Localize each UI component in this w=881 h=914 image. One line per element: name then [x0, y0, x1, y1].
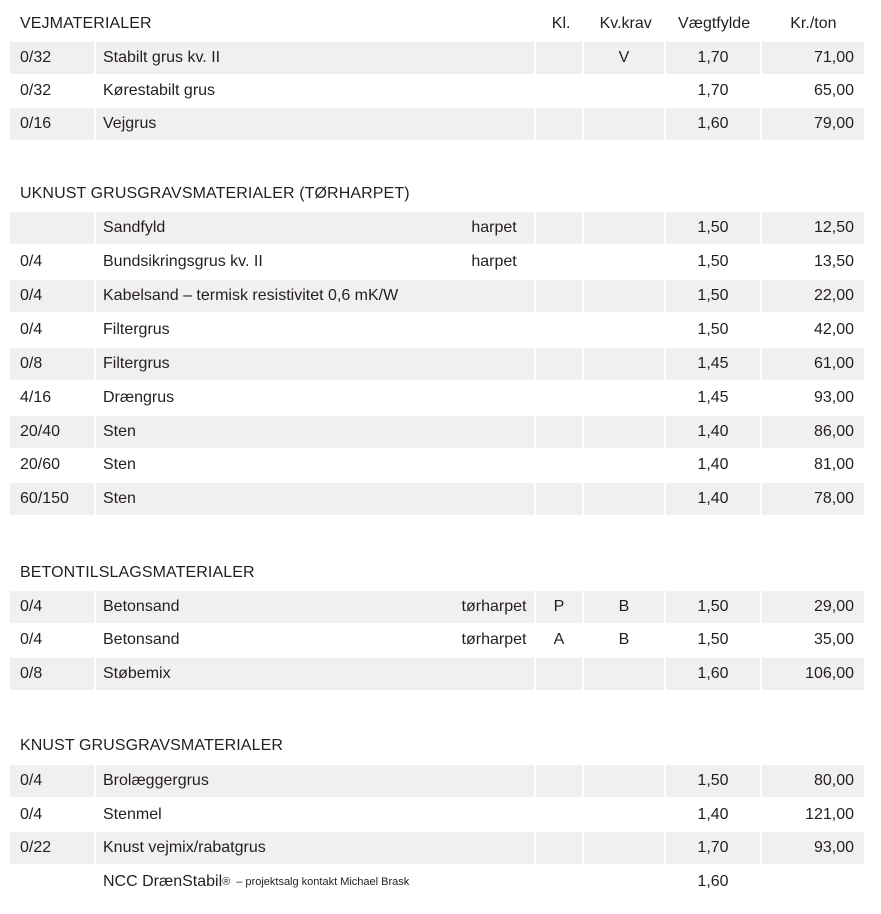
processing [454, 658, 536, 690]
grain-size: 20/40 [10, 416, 96, 448]
class [536, 416, 584, 448]
material-name: Brolæggergrus [96, 765, 454, 797]
class [536, 42, 584, 74]
price: 65,00 [813, 82, 854, 99]
table-row [10, 348, 864, 380]
sales-note: – projektsalg kontakt Michael Brask [236, 876, 410, 888]
grain-size: 0/8 [10, 658, 96, 690]
grain-size: 0/22 [10, 832, 96, 864]
quality-requirement: V [584, 42, 666, 74]
section-title: UKNUST GRUSGRAVSMATERIALER (TØRHARPET) [20, 185, 410, 202]
class [536, 348, 584, 380]
price: 106,00 [762, 658, 864, 690]
quality-requirement [584, 866, 666, 898]
price: 81,00 [813, 456, 854, 473]
section-heading-row [10, 178, 864, 210]
processing [454, 832, 536, 864]
density: 1,40 [666, 483, 762, 515]
quality-requirement [584, 449, 666, 481]
processing: harpet [454, 212, 536, 244]
density: 1,60 [666, 866, 762, 898]
quality-requirement [584, 658, 666, 690]
class [536, 75, 584, 107]
processing: harpet [454, 246, 536, 278]
price: 93,00 [813, 389, 854, 406]
table-row [10, 382, 864, 414]
table-row [10, 658, 864, 690]
material-name: Filtergrus [103, 321, 170, 338]
quality-requirement [584, 765, 666, 797]
material-name: Drængrus [103, 389, 175, 406]
grain-size: 0/32 [10, 42, 96, 74]
processing [454, 765, 536, 797]
material-name: Sten [96, 483, 454, 515]
price: 86,00 [762, 416, 864, 448]
material-name: Støbemix [96, 658, 454, 690]
price: 61,00 [762, 348, 864, 380]
processing [454, 42, 536, 74]
class [536, 246, 584, 278]
processing [454, 348, 536, 380]
table-row [10, 416, 864, 448]
material-name: NCC DrænStabil [103, 873, 223, 890]
section-heading-row [10, 557, 864, 589]
material-name: Betonsand [96, 591, 454, 623]
table-row [10, 483, 864, 515]
quality-requirement [584, 75, 666, 107]
section-title: KNUST GRUSGRAVSMATERIALER [20, 737, 283, 754]
density: 1,50 [666, 624, 762, 656]
table-row [10, 449, 864, 481]
price: 121,00 [805, 806, 854, 823]
processing [454, 382, 536, 414]
price: 42,00 [813, 321, 854, 338]
density: 1,40 [666, 799, 762, 831]
density: 1,50 [666, 765, 762, 797]
class [536, 765, 584, 797]
class [536, 314, 584, 346]
section-heading-row [10, 8, 864, 40]
grain-size: 0/4 [10, 799, 96, 831]
table-row [10, 832, 864, 864]
class [536, 382, 584, 414]
table-row [10, 799, 864, 831]
grain-size: 0/32 [10, 75, 96, 107]
class [536, 832, 584, 864]
quality-requirement [584, 799, 666, 831]
grain-size: 0/4 [10, 246, 96, 278]
table-row [10, 212, 864, 244]
material-name: Filtergrus [96, 348, 454, 380]
quality-requirement [584, 108, 666, 140]
class [536, 866, 584, 898]
price: 29,00 [762, 591, 864, 623]
quality-requirement [584, 483, 666, 515]
density: 1,45 [666, 348, 762, 380]
grain-size: 60/150 [10, 483, 96, 515]
processing [454, 314, 536, 346]
grain-size: 0/16 [10, 108, 96, 140]
price: 22,00 [762, 280, 864, 312]
processing [454, 483, 536, 515]
material-name: Knust vejmix/rabatgrus [96, 832, 454, 864]
density: 1,45 [666, 382, 762, 414]
material-name: Sten [96, 416, 454, 448]
price: 79,00 [762, 108, 864, 140]
class: P [536, 591, 584, 623]
class: A [536, 624, 584, 656]
table-row [10, 765, 864, 797]
price: 13,50 [813, 253, 854, 270]
quality-requirement [584, 314, 666, 346]
class [536, 449, 584, 481]
material-name: Sten [103, 456, 136, 473]
grain-size: 0/4 [10, 624, 96, 656]
density: 1,70 [666, 42, 762, 74]
price: 71,00 [762, 42, 864, 74]
grain-size: 0/4 [10, 280, 96, 312]
grain-size: 0/4 [10, 314, 96, 346]
processing [454, 108, 536, 140]
density: 1,50 [666, 314, 762, 346]
class [536, 799, 584, 831]
density: 1,70 [666, 832, 762, 864]
material-name: Bundsikringsgrus kv. II [103, 253, 263, 270]
section-title: VEJMATERIALER [20, 15, 152, 32]
density: 1,50 [666, 280, 762, 312]
density: 1,50 [666, 212, 762, 244]
class [536, 483, 584, 515]
processing [454, 416, 536, 448]
material-name-cell: NCC DrænStabil ® – projektsalg kontakt Michael Brask [103, 873, 410, 890]
material-name: Kørestabilt grus [103, 82, 216, 99]
price [762, 866, 864, 898]
processing [454, 449, 536, 481]
grain-size: 0/8 [10, 348, 96, 380]
quality-requirement [584, 348, 666, 380]
density: 1,40 [666, 449, 762, 481]
quality-requirement [584, 246, 666, 278]
material-name: Stenmel [103, 806, 162, 823]
processing: tørharpet [454, 624, 536, 656]
quality-requirement: B [584, 591, 666, 623]
price: 78,00 [762, 483, 864, 515]
quality-requirement [584, 280, 666, 312]
class [536, 108, 584, 140]
processing [454, 280, 536, 312]
density: 1,50 [666, 591, 762, 623]
section-title: BETONTILSLAGSMATERIALER [20, 564, 255, 581]
processing [454, 75, 536, 107]
grain-size: 0/4 [10, 591, 96, 623]
table-row [10, 108, 864, 140]
table-row [10, 624, 864, 656]
grain-size [10, 212, 96, 244]
column-header-kvkrav: Kv.krav [586, 8, 667, 40]
table-row [10, 591, 864, 623]
material-name: Vejgrus [96, 108, 454, 140]
price: 80,00 [762, 765, 864, 797]
material-name: Sandfyld [96, 212, 454, 244]
density: 1,70 [666, 75, 762, 107]
material-name: Betonsand [103, 631, 180, 648]
price: 93,00 [762, 832, 864, 864]
quality-requirement: B [584, 624, 666, 656]
processing: tørharpet [454, 591, 536, 623]
material-name: Kabelsand – termisk resistivitet 0,6 mK/W [96, 280, 454, 312]
quality-requirement [584, 212, 666, 244]
grain-size [10, 866, 96, 898]
table-row [10, 280, 864, 312]
table-row [10, 866, 864, 898]
table-row [10, 42, 864, 74]
column-header-price: Kr./ton [790, 15, 837, 32]
table-row [10, 75, 864, 107]
density: 1,60 [666, 658, 762, 690]
processing [454, 799, 536, 831]
table-row [10, 246, 864, 278]
grain-size: 4/16 [10, 382, 96, 414]
quality-requirement [584, 382, 666, 414]
class [536, 658, 584, 690]
density: 1,40 [666, 416, 762, 448]
quality-requirement [584, 832, 666, 864]
price: 35,00 [813, 631, 854, 648]
price: 12,50 [762, 212, 864, 244]
class [536, 280, 584, 312]
quality-requirement [584, 416, 666, 448]
column-header-vaegtfylde: Vægtfylde [667, 8, 762, 40]
column-header-kl: Kl. [538, 8, 586, 40]
class [536, 212, 584, 244]
section-heading-row [10, 730, 864, 762]
table-row [10, 314, 864, 346]
grain-size: 20/60 [10, 449, 96, 481]
density: 1,60 [666, 108, 762, 140]
material-name: Stabilt grus kv. II [96, 42, 454, 74]
density: 1,50 [666, 246, 762, 278]
grain-size: 0/4 [10, 765, 96, 797]
